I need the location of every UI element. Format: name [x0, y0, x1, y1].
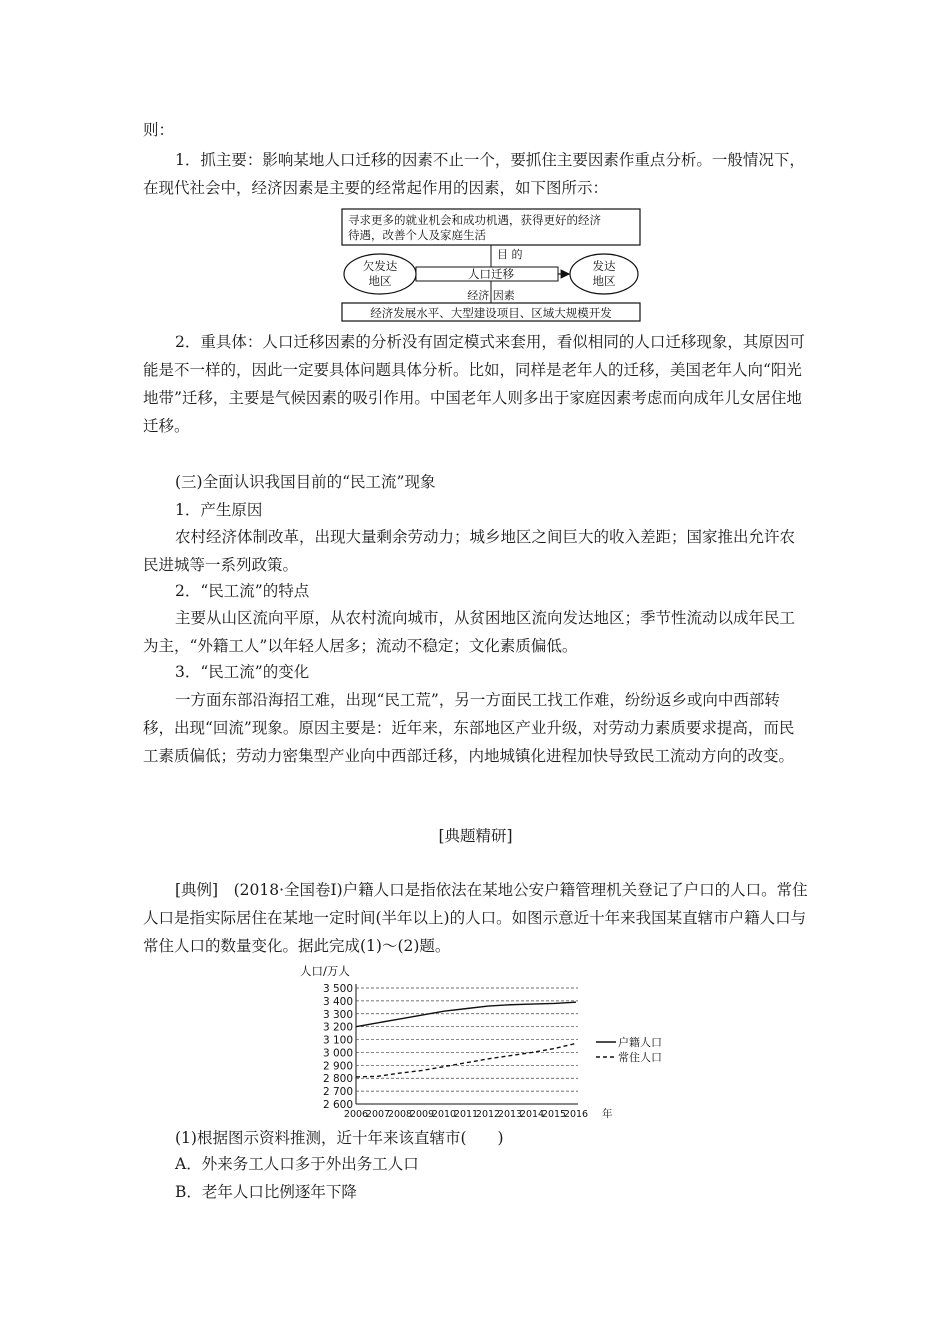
exercise-heading: [典题精研]: [438, 827, 513, 845]
household-population-line: [356, 1002, 576, 1026]
migration-diagram: [340, 207, 642, 325]
x-tick-label: 2013: [497, 1109, 523, 1120]
y-tick-label: 3 500: [322, 983, 353, 995]
section-3-title: (三)全面认识我国目前的“民工流”现象: [175, 473, 436, 491]
question-1: (1)根据图示资料推测，近十年来该直辖市( ): [175, 1129, 504, 1147]
x-tick-label: 2006: [343, 1109, 369, 1120]
s3-item2-text: 主要从山区流向平原，从农村流向城市，从贫困地区流向发达地区；季节性流动以成年民工为主，“外籍工人”以年轻人居多；流动不稳定；文化素质偏低。: [143, 609, 796, 655]
underdeveloped-label-2: 地区: [368, 274, 392, 288]
developed-label-2: 地区: [592, 274, 616, 288]
y-tick-label: 2 600: [322, 1099, 353, 1111]
x-tick-label: 2012: [475, 1109, 501, 1120]
chart-y-label: 人口/万人: [300, 964, 350, 978]
s3-item3-title: 3．“民工流”的变化: [175, 663, 310, 681]
goal-box-line2: 待遇，改善个人及家庭生活: [348, 228, 486, 242]
factor-label: 经济 因素: [467, 289, 515, 302]
migration-label: 人口迁移: [468, 267, 514, 281]
option-b: B．老年人口比例逐年下降: [175, 1183, 357, 1201]
s3-item1-text: 农村经济体制改革，出现大量剩余劳动力；城乡地区之间巨大的收入差距；国家推出允许农民进城等一系列政策。: [143, 528, 796, 574]
x-tick-label: 2008: [387, 1109, 413, 1120]
developed-label-1: 发达: [592, 259, 616, 273]
y-tick-label: 2 700: [322, 1086, 353, 1099]
population-chart: [298, 962, 662, 1120]
legend-household: 户籍人口: [618, 1036, 662, 1049]
goal-box-line1: 寻求更多的就业机会和成功机遇，获得更好的经济: [348, 213, 601, 227]
rule-1-paragraph: 1．抓主要：影响某地人口迁移的因素不止一个，要抓住主要因素作重点分析。一般情况下，在现代社会中，经济因素是主要的经常起作用的因素，如下图所示：: [143, 151, 805, 197]
y-tick-label: 2 900: [322, 1060, 353, 1073]
y-tick-label: 3 000: [322, 1047, 353, 1060]
y-tick-label: 3 200: [322, 1021, 353, 1034]
example-text: [典例] (2018·全国卷Ⅰ)户籍人口是指依法在某地公安户籍管理机关登记了户口的人口。常住人口是指实际居住在某地一定时间(半年以上)的人口。如图示意近十年来我国某直辖市户籍人口与常住人口的数量变化。据此完成(1)～(2)题。: [143, 881, 808, 955]
s3-item3-text: 一方面东部沿海招工难，出现“民工荒”，另一方面民工找工作难，纷纷返乡或向中西部转移，出现“回流”现象。原因主要是：近年来，东部地区产业升级，对劳动力素质要求提高，而民工素质偏低；劳动力密集型产业向中西部迁移，内地城镇化进程加快导致民工流动方向的改变。: [143, 691, 795, 765]
option-a: A．外来务工人口多于外出务工人口: [175, 1155, 419, 1173]
underdeveloped-label-1: 欠发达: [362, 259, 398, 273]
y-tick-label: 3 400: [322, 995, 353, 1008]
x-tick-label: 2007: [365, 1109, 391, 1120]
s3-item2-title: 2．“民工流”的特点: [175, 582, 310, 600]
y-tick-label: 3 300: [322, 1008, 353, 1021]
x-tick-label: 2010: [431, 1109, 457, 1120]
resident-population-line: [356, 1043, 576, 1077]
rule-2-paragraph: 2．重具体：人口迁移因素的分析没有固定模式来套用，看似相同的人口迁移现象，其原因可能是不一样的，因此一定要具体问题具体分析。比如，同样是老年人的迁移，美国老年人向“阳光地带”迁移，主要是气候因素的吸引作用。中国老年人则多出于家庭因素考虑而向成年儿女居住地迁移。: [143, 333, 805, 435]
factors-box-text: 经济发展水平、大型建设项目、区域大规模开发: [370, 306, 612, 320]
y-tick-label: 3 100: [322, 1034, 353, 1047]
intro-line: 则：: [143, 121, 175, 139]
x-tick-label: 2011: [453, 1109, 479, 1120]
x-unit-label: 年: [602, 1108, 613, 1120]
x-tick-label: 2016: [563, 1109, 589, 1120]
purpose-label: 目 的: [497, 248, 523, 261]
x-tick-label: 2009: [409, 1109, 435, 1120]
legend-resident: 常住人口: [618, 1051, 662, 1064]
y-tick-label: 2 800: [322, 1073, 353, 1086]
s3-item1-title: 1．产生原因: [175, 501, 263, 519]
x-tick-label: 2015: [541, 1109, 567, 1120]
x-tick-label: 2014: [519, 1109, 545, 1120]
